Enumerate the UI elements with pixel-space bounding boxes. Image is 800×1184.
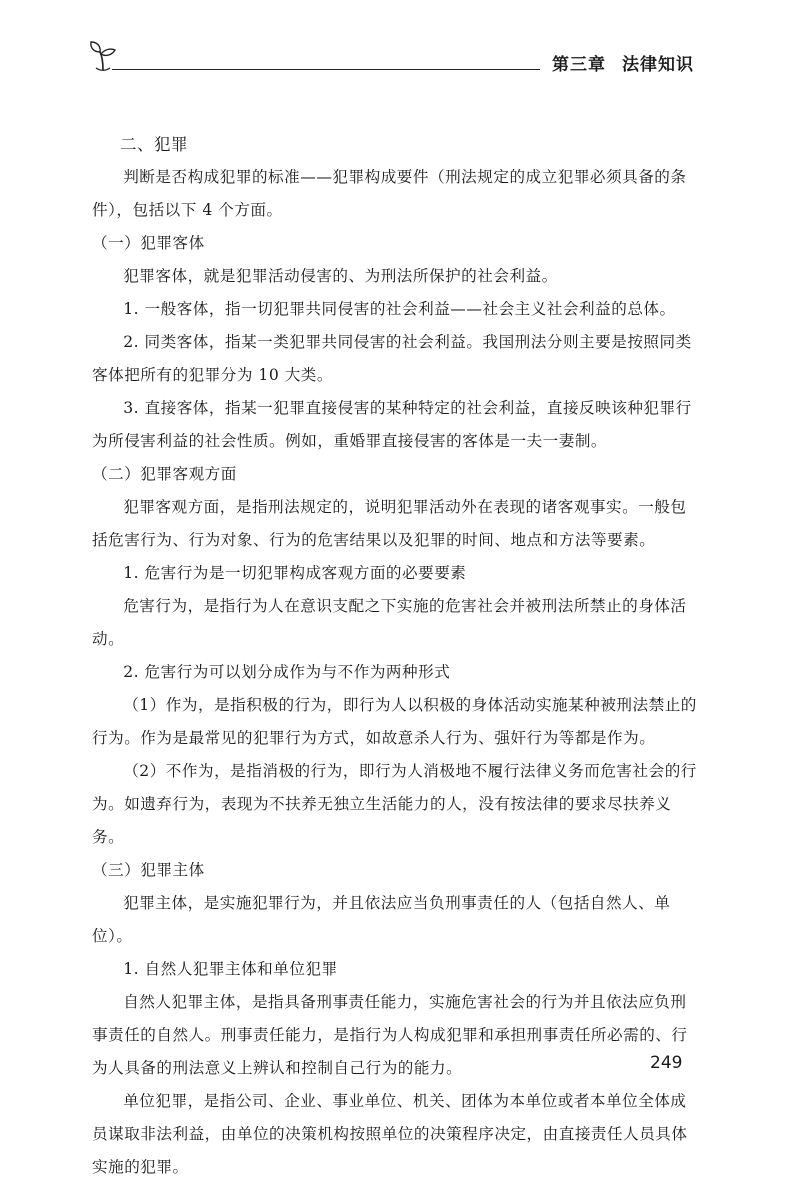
chapter-name: 法律知识	[622, 55, 694, 75]
header-rule	[112, 69, 540, 70]
page-number: 249	[650, 1053, 683, 1073]
paragraph: 犯罪主体，是实施犯罪行为，并且依法应当负刑事责任的人（包括自然人、单位）。	[92, 894, 671, 945]
chapter-number: 第三章	[552, 55, 606, 75]
section-title: 二、犯罪	[120, 135, 188, 154]
paragraph: （2）不作为，是指消极的行为，即行为人消极地不履行法律义务而危害社会的行为。如遗弃行为，表现为不扶养无独立生活能力的人，没有按法律的要求尽扶养义务。	[92, 762, 697, 846]
paragraph: （1）作为，是指积极的行为，即行为人以积极的身体活动实施某种被刑法禁止的行为。作为是最常见的犯罪行为方式，如故意杀人行为、强奸行为等都是作为。	[92, 696, 697, 747]
chapter-title	[552, 50, 694, 75]
subsection-heading: （二）犯罪客观方面	[92, 465, 237, 483]
page-header	[0, 0, 800, 90]
subsection-heading: （一）犯罪客体	[92, 234, 205, 252]
paragraph: 判断是否构成犯罪的标准——犯罪构成要件（刑法规定的成立犯罪必须具备的条件），包括以下 4 个方面。	[92, 168, 687, 219]
sprout-icon	[88, 38, 118, 72]
paragraph: 1. 自然人犯罪主体和单位犯罪	[123, 960, 338, 978]
paragraph: 危害行为，是指行为人在意识支配之下实施的危害社会并被刑法所禁止的身体活动。	[92, 597, 687, 648]
paragraph: 自然人犯罪主体，是指具备刑事责任能力，实施危害社会的行为并且依法应负刑事责任的自然人。刑事责任能力，是指行为人构成犯罪和承担刑事责任所必需的、行为人具备的刑法意义上辨认和控制自己行为的能力。	[92, 993, 688, 1077]
paragraph: 1. 危害行为是一切犯罪构成客观方面的必要要素	[123, 564, 467, 582]
page-body	[92, 128, 698, 1184]
subsection-heading: （三）犯罪主体	[92, 861, 205, 879]
paragraph: 犯罪客体，就是犯罪活动侵害的、为刑法所保护的社会利益。	[123, 267, 558, 285]
paragraph: 3. 直接客体，指某一犯罪直接侵害的某种特定的社会利益，直接反映该种犯罪行为所侵害利益的社会性质。例如，重婚罪直接侵害的客体是一夫一妻制。	[92, 399, 692, 450]
paragraph: 犯罪客观方面，是指刑法规定的，说明犯罪活动外在表现的诸客观事实。一般包括危害行为、行为对象、行为的危害结果以及犯罪的时间、地点和方法等要素。	[92, 498, 687, 549]
paragraph: 2. 同类客体，指某一类犯罪共同侵害的社会利益。我国刑法分则主要是按照同类客体把所有的犯罪分为 10 大类。	[92, 333, 692, 384]
paragraph: 单位犯罪，是指公司、企业、事业单位、机关、团体为本单位或者本单位全体成员谋取非法利益，由单位的决策机构按照单位的决策程序决定，由直接责任人员具体实施的犯罪。	[92, 1092, 688, 1176]
paragraph: 2. 危害行为可以划分成作为与不作为两种形式	[123, 663, 451, 681]
paragraph: 1. 一般客体，指一切犯罪共同侵害的社会利益——社会主义社会利益的总体。	[123, 300, 676, 318]
